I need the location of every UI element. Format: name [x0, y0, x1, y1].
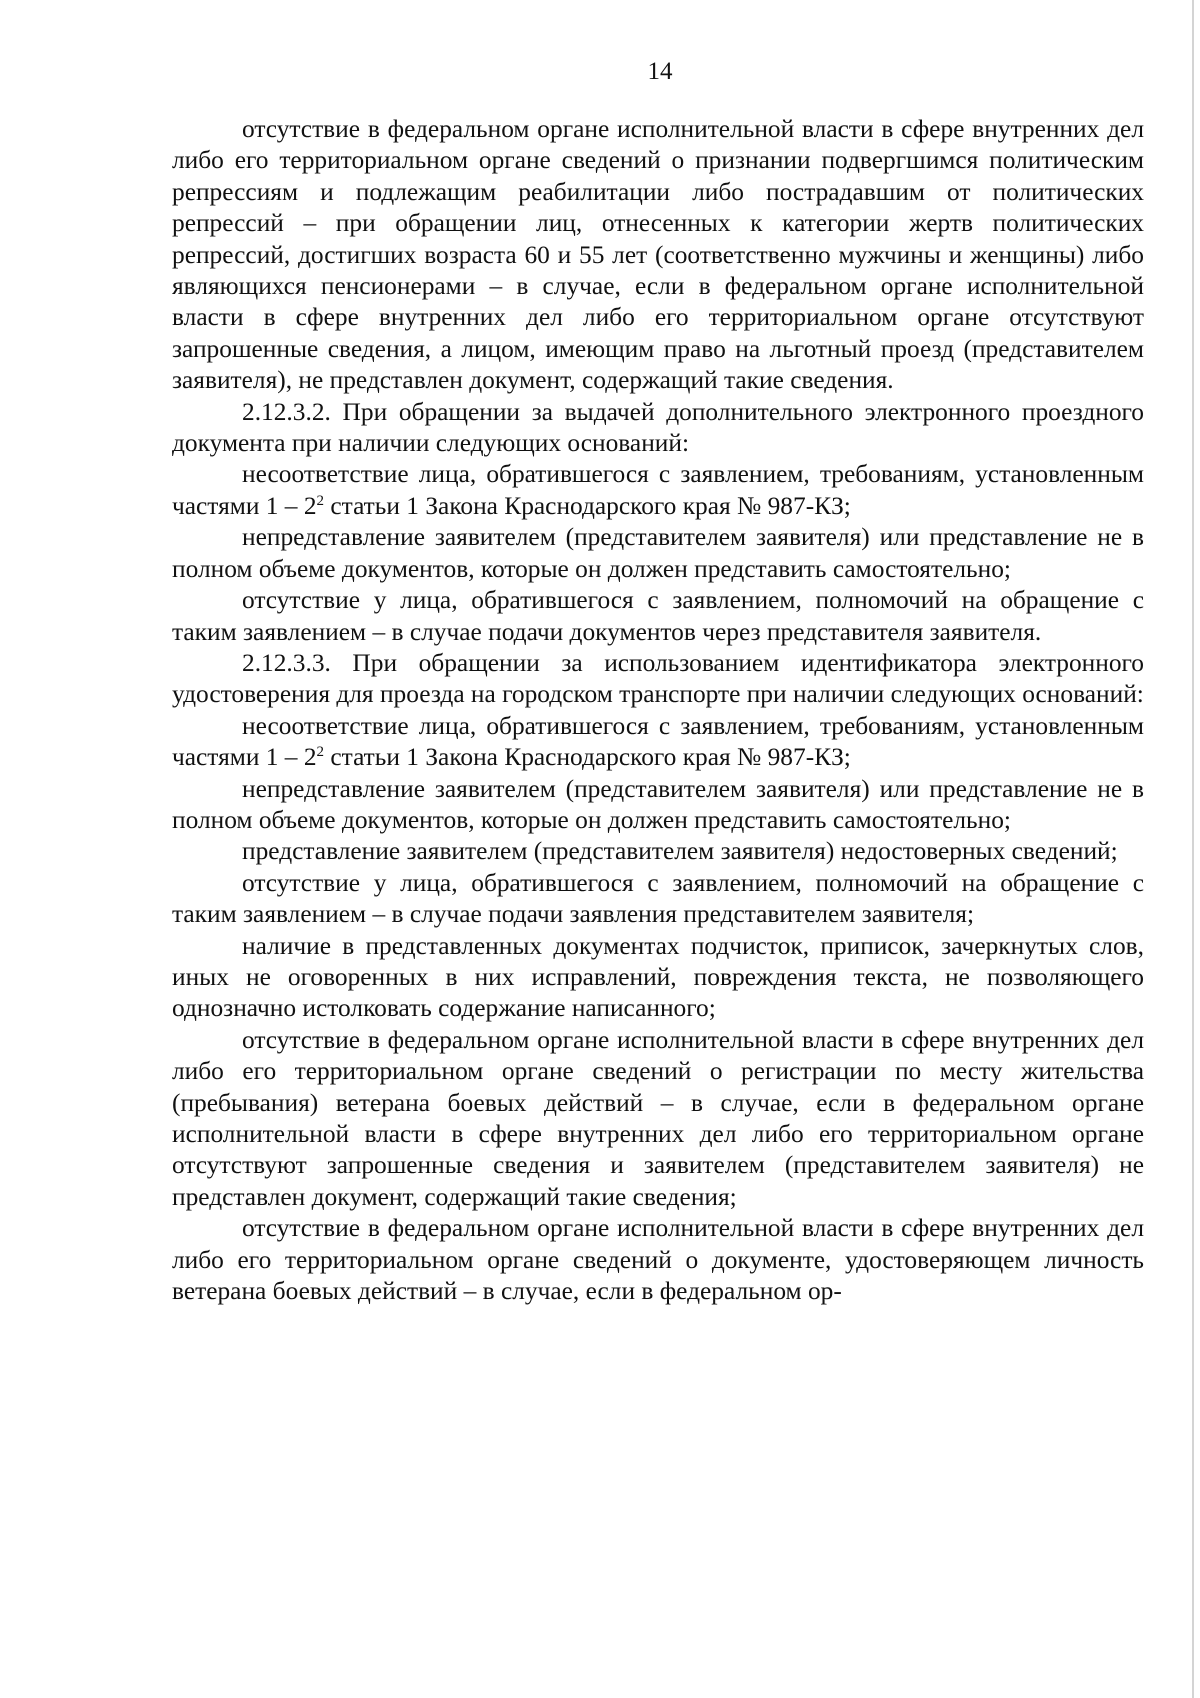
superscript: 2 [316, 492, 325, 509]
paragraph: представление заявителем (представителем заявителя) недостоверных сведений; [242, 837, 1118, 866]
paragraph-text: статьи 1 Закона Краснодарского края № 987-КЗ; [324, 491, 851, 520]
paragraph: непредставление заявителем (представителем заявителя) или представление не в полном объеме документов, которые он должен представить самостоятельно; [172, 774, 1144, 834]
paragraph: отсутствие в федеральном органе исполнительной власти в сфере внутренних дел либо его территориальном органе сведений о документе, удостоверяющем личность ветерана боевых действий – в случае, если в федеральном ор- [172, 1214, 1144, 1306]
paragraph [172, 459, 1144, 522]
paragraph: 2.12.3.3. При обращении за использованием идентификатора электронного удостоверения для проезда на городском транспорте при наличии следующих оснований: [172, 648, 1144, 709]
paragraph: отсутствие в федеральном органе исполнительной власти в сфере внутренних дел либо его территориальном органе сведений о признании подвергшимся политическим репрессиям и подлежащим реабилитации либо пострадавшим от политических репрессий – при обращении лиц, отнесенных к категории жертв политических репрессий, достигших возраста 60 и 55 лет (соответственно мужчины и женщины) либо являющихся пенсионерами – в случае, если в федеральном органе исполнительной власти в сфере внутренних дел либо его территориальном органе отсутствуют запрошенные сведения, а лицом, имеющим право на льготный проезд (представителем заявителя), не представлен документ, содержащий такие сведения. [172, 115, 1144, 395]
paragraph-text: несоответствие лица, обратившегося с заявлением, требованиям, установленным частями 1 – 2 [172, 711, 1144, 772]
paragraph: наличие в представленных документах подчисток, приписок, зачеркнутых слов, иных не оговоренных в них исправлений, повреждения текста, не позволяющего однозначно истолковать содержание написанного; [172, 931, 1144, 1023]
scan-edge-line [1192, 0, 1194, 1698]
paragraph: отсутствие у лица, обратившегося с заявлением, полномочий на обращение с таким заявлением – в случае подачи заявления представителем заявителя; [172, 868, 1144, 929]
paragraph: отсутствие у лица, обратившегося с заявлением, полномочий на обращение с таким заявлением – в случае подачи документов через представителя заявителя. [172, 586, 1144, 646]
paragraph-text: статьи 1 Закона Краснодарского края № 987-КЗ; [324, 743, 851, 772]
paragraph: 2.12.3.2. При обращении за выдачей дополнительного электронного проездного документа при наличии следующих оснований: [172, 397, 1144, 458]
paragraph: непредставление заявителем (представителем заявителя) или представление не в полном объеме документов, которые он должен представить самостоятельно; [172, 523, 1144, 583]
document-body [172, 114, 1144, 1307]
paragraph: отсутствие в федеральном органе исполнительной власти в сфере внутренних дел либо его территориальном органе сведений о регистрации по месту жительства (пребывания) ветерана боевых действий – в случае, если в федеральном органе исполнительной власти в сфере внутренних дел либо его территориальном органе отсутствуют запрошенные сведения и заявителем (представителем заявителя) не представлен документ, содержащий такие сведения; [172, 1025, 1144, 1211]
paragraph [172, 711, 1144, 774]
paragraph-text: несоответствие лица, обратившегося с заявлением, требованиям, установленным частями 1 – 2 [172, 460, 1144, 520]
page-number: 14 [647, 58, 673, 85]
superscript: 2 [316, 744, 325, 761]
